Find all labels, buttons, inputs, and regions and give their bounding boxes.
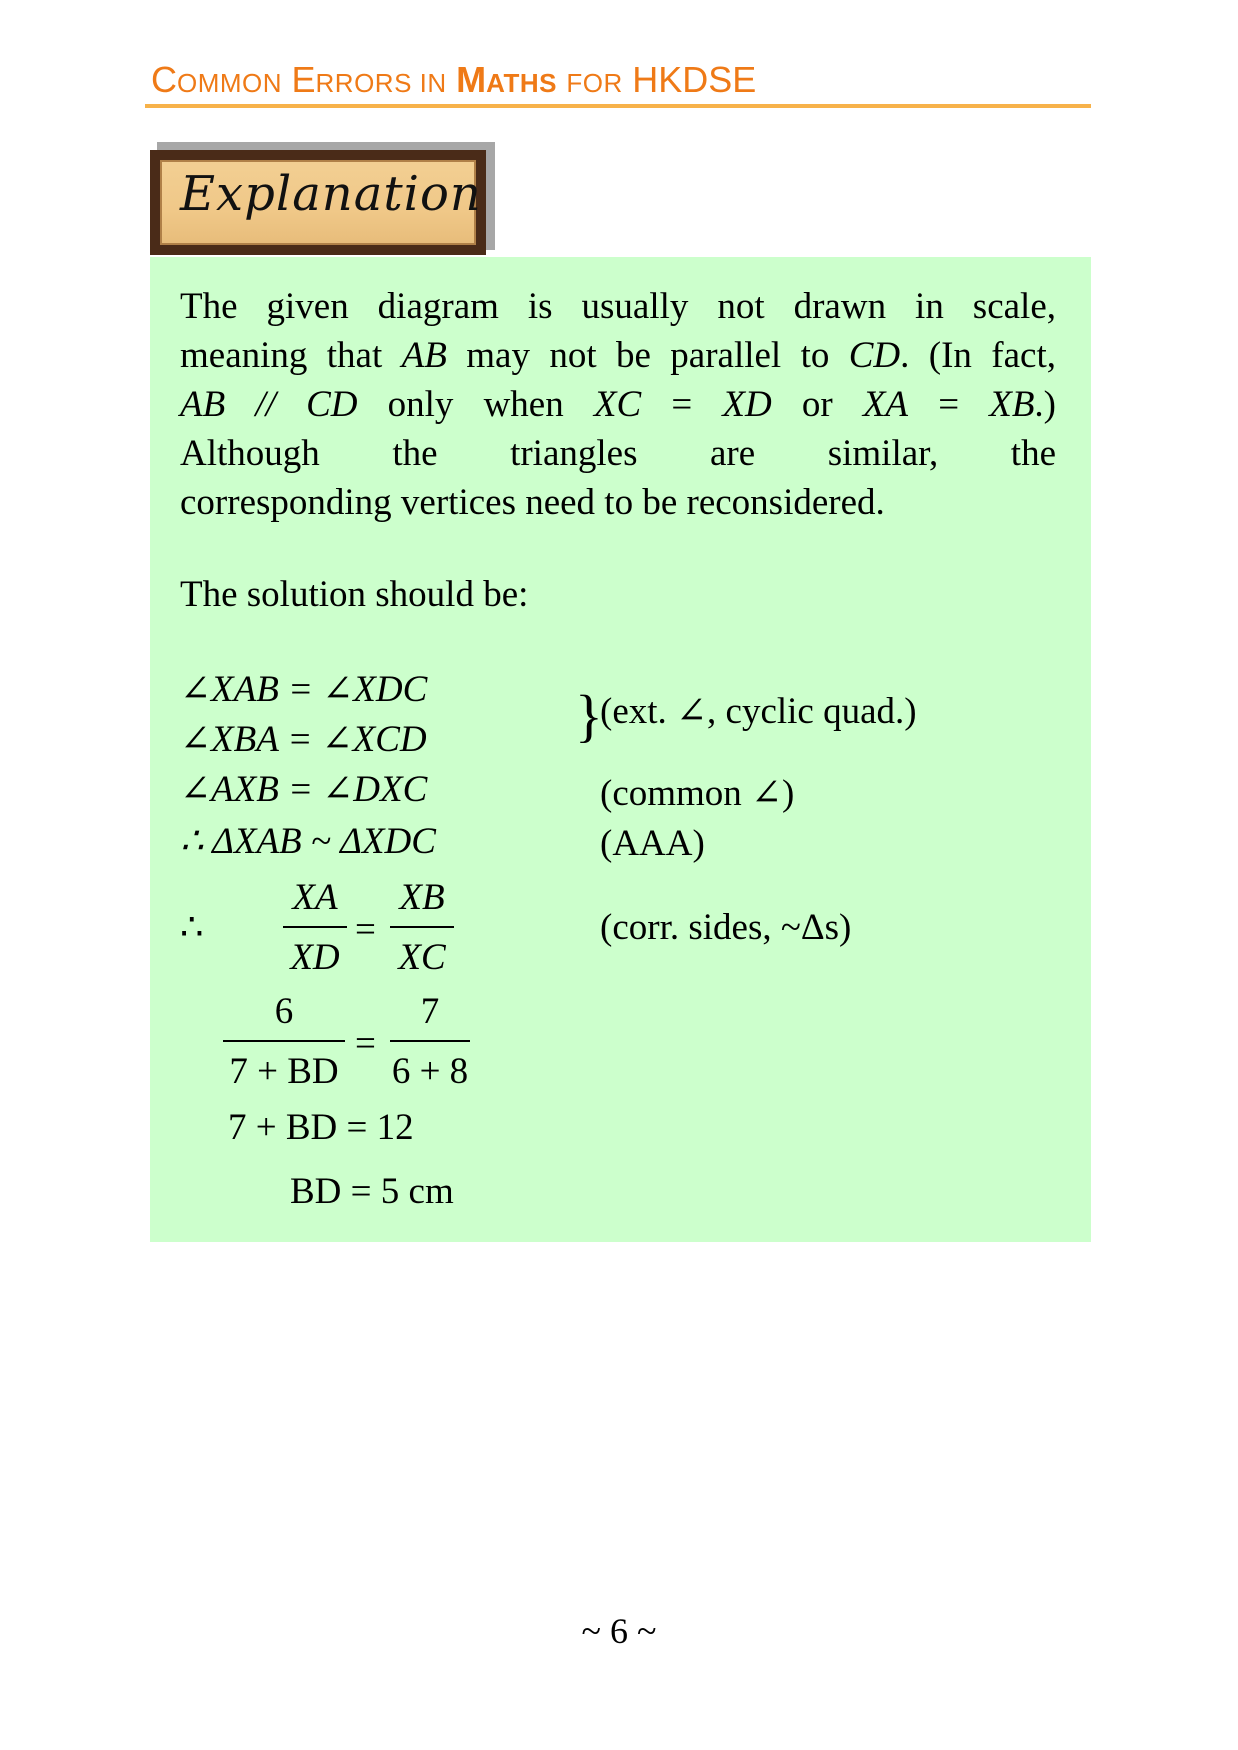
fraction-6-over-7-bd: 6 7 + BD xyxy=(223,990,345,1094)
reason-corr-sides: (corr. sides, ~Δs) xyxy=(600,907,852,948)
banner-title: Explanation xyxy=(180,166,482,222)
explanation-banner xyxy=(150,150,486,255)
brace-symbol: } xyxy=(575,683,603,748)
fraction-xb-xc: XB XC xyxy=(390,876,454,980)
book-title: COMMON ERRORS IN MATHS FOR HKDSE xyxy=(151,59,757,100)
para-line-2: meaning that AB may not be parallel to CD. (In fact, xyxy=(180,335,1057,376)
fraction-xa-xd: XA XD xyxy=(283,876,347,980)
reason-common-angle: (common ∠) xyxy=(600,773,795,814)
step-bd-result: BD = 5 cm xyxy=(290,1171,454,1212)
equals-sign-2: = xyxy=(355,1023,376,1064)
para-line-4: Although the triangles are similar, the xyxy=(180,433,1056,474)
para-line-1: The given diagram is usually not drawn in scale, xyxy=(180,286,1056,327)
page-number: ~ 6 ~ xyxy=(581,1611,657,1651)
step-angle-xba: ∠XBA = ∠XCD xyxy=(180,719,427,760)
therefore-symbol: ∴ xyxy=(180,907,204,948)
para-line-3: AB // CD only when XC = XD or XA = XB.) xyxy=(180,384,1056,425)
equals-sign-1: = xyxy=(355,909,376,950)
reason-ext-angle: (ext. ∠, cyclic quad.) xyxy=(600,691,917,732)
solution-intro: The solution should be: xyxy=(180,574,529,615)
step-similar-triangles: ∴ ΔXAB ~ ΔXDC xyxy=(180,821,436,862)
para-line-5: corresponding vertices need to be reconsidered. xyxy=(180,482,885,523)
explanation-paragraph xyxy=(180,282,1056,527)
step-7-plus-bd: 7 + BD = 12 xyxy=(228,1107,414,1148)
page-header xyxy=(145,60,1091,108)
fraction-7-over-6-8: 7 6 + 8 xyxy=(391,991,469,1092)
step-angle-axb: ∠AXB = ∠DXC xyxy=(180,769,428,810)
step-angle-xab: ∠XAB = ∠XDC xyxy=(180,669,428,710)
reason-aaa: (AAA) xyxy=(600,823,705,864)
